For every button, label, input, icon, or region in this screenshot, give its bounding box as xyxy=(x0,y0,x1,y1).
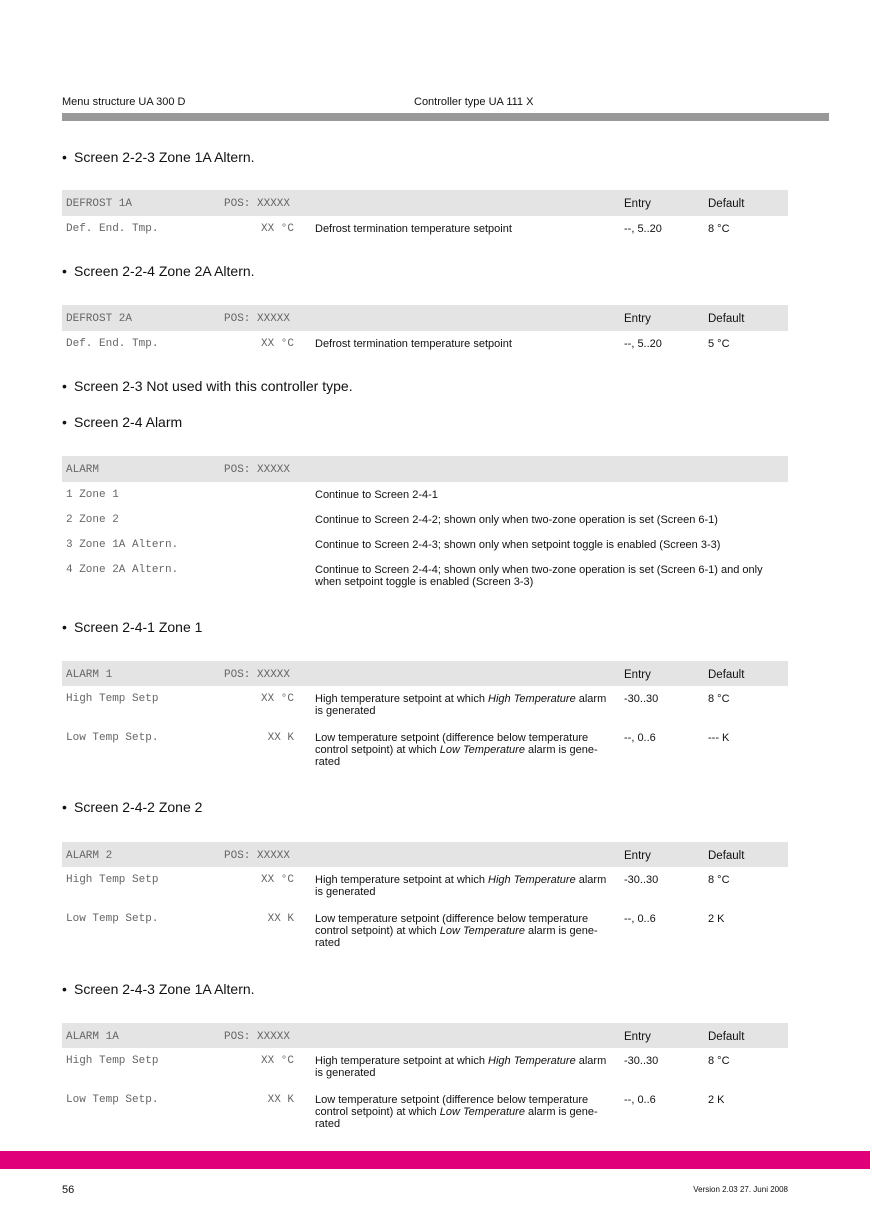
entry-header: Entry xyxy=(624,313,651,325)
table-header xyxy=(62,661,788,686)
doc-header-left: Menu structure UA 300 D xyxy=(62,96,186,108)
table-row: 4 Zone 2A Altern. Continue to Screen 2-4-4; shown only when two-zone operation is set (Screen 6-1) and only when setpoint toggle is enabled (Screen 3-3) xyxy=(66,564,763,588)
table-row: Def. End. Tmp. XX °C Defrost termination temperature setpoint --, 5..20 8 °C xyxy=(66,223,730,235)
entry-header: Entry xyxy=(624,850,651,862)
alarm-1a-table xyxy=(62,1023,788,1137)
pos-label: POS: XXXXX xyxy=(224,669,291,681)
alarm-1-table xyxy=(62,661,788,775)
table-row: 3 Zone 1A Altern. Continue to Screen 2-4-3; shown only when setpoint toggle is enabled (Screen 3-3) xyxy=(66,539,721,551)
table-row: Def. End. Tmp. XX °C Defrost termination temperature setpoint --, 5..20 5 °C xyxy=(66,338,730,350)
header-rule xyxy=(62,113,829,121)
alarm-table xyxy=(62,456,788,597)
entry-header: Entry xyxy=(624,198,651,210)
screen-title: DEFROST 2A xyxy=(66,313,133,325)
table-row: Low Temp Setp. XX K Low temperature setpoint (difference below temperature control setpoint) at which Low Temperature alarm is gene-rated --, 0..6 2 K xyxy=(66,913,725,949)
pos-label: POS: XXXXX xyxy=(224,313,291,325)
table-header xyxy=(62,190,788,216)
table-row: 1 Zone 1 Continue to Screen 2-4-1 xyxy=(66,489,438,501)
entry-header: Entry xyxy=(624,669,651,681)
bullet-icon: • xyxy=(62,414,67,430)
section-heading: • Screen 2-4-3 Zone 1A Altern. xyxy=(62,981,255,997)
table-row: Low Temp Setp. XX K Low temperature setpoint (difference below temperature control setpoint) at which Low Temperature alarm is gene-rated --, 0..6 --- K xyxy=(66,732,730,768)
table-header xyxy=(62,305,788,331)
pos-label: POS: XXXXX xyxy=(224,464,291,476)
section-heading: • Screen 2-2-4 Zone 2A Altern. xyxy=(62,263,255,279)
section-heading: • Screen 2-4 Alarm xyxy=(62,414,183,430)
defrost-1a-table xyxy=(62,190,788,242)
pos-label: POS: XXXXX xyxy=(224,1031,291,1043)
table-row: 2 Zone 2 Continue to Screen 2-4-2; shown only when two-zone operation is set (Screen 6-1) xyxy=(66,514,718,526)
bullet-icon: • xyxy=(62,149,67,165)
section-heading: • Screen 2-4-1 Zone 1 xyxy=(62,619,203,635)
section-heading: • Screen 2-2-3 Zone 1A Altern. xyxy=(62,149,255,165)
table-header xyxy=(62,1023,788,1048)
pos-label: POS: XXXXX xyxy=(224,850,291,862)
table-header xyxy=(62,456,788,482)
bullet-icon: • xyxy=(62,981,67,997)
screen-title: ALARM xyxy=(66,464,100,476)
default-header: Default xyxy=(708,198,745,210)
bullet-icon: • xyxy=(62,378,67,394)
doc-header-right: Controller type UA 111 X xyxy=(414,96,534,108)
table-row: Low Temp Setp. XX K Low temperature setpoint (difference below temperature control setpoint) at which Low Temperature alarm is gene-rated --, 0..6 2 K xyxy=(66,1094,725,1130)
page-number: 56 xyxy=(62,1184,75,1196)
screen-title: DEFROST 1A xyxy=(66,198,133,210)
default-header: Default xyxy=(708,313,745,325)
bullet-icon: • xyxy=(62,799,67,815)
section-heading: • Screen 2-3 Not used with this controller type. xyxy=(62,378,353,394)
alarm-2-table xyxy=(62,842,788,956)
table-header xyxy=(62,842,788,867)
footer-accent-bar xyxy=(0,1151,870,1169)
screen-title: ALARM 2 xyxy=(66,850,113,862)
bullet-icon: • xyxy=(62,263,67,279)
version-info: Version 2.03 27. Juni 2008 xyxy=(693,1185,788,1194)
entry-header: Entry xyxy=(624,1031,651,1043)
table-row: High Temp Setp XX °C High temperature setpoint at which High Temperature alarm is generated -30..30 8 °C xyxy=(66,693,730,717)
table-row: High Temp Setp XX °C High temperature setpoint at which High Temperature alarm is generated -30..30 8 °C xyxy=(66,874,730,898)
defrost-2a-table xyxy=(62,305,788,357)
section-heading: • Screen 2-4-2 Zone 2 xyxy=(62,799,203,815)
default-header: Default xyxy=(708,669,745,681)
default-header: Default xyxy=(708,850,745,862)
pos-label: POS: XXXXX xyxy=(224,198,291,210)
table-row: High Temp Setp XX °C High temperature setpoint at which High Temperature alarm is generated -30..30 8 °C xyxy=(66,1055,730,1079)
bullet-icon: • xyxy=(62,619,67,635)
screen-title: ALARM 1 xyxy=(66,669,113,681)
default-header: Default xyxy=(708,1031,745,1043)
screen-title: ALARM 1A xyxy=(66,1031,119,1043)
